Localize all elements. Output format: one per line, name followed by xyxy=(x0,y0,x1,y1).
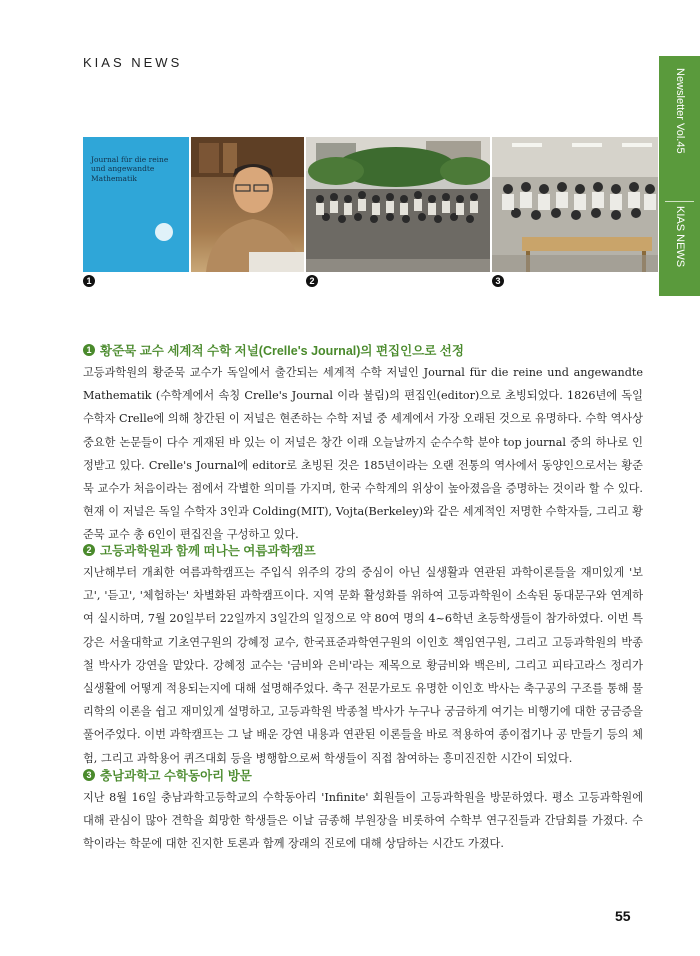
camp-group-image xyxy=(306,137,490,272)
section-number-badge: 1 xyxy=(83,344,95,356)
section-title xyxy=(83,766,643,784)
section-title-text: 충남과학고 수학동아리 방문 xyxy=(100,769,252,783)
section-number-badge: 3 xyxy=(83,769,95,781)
math-club-image xyxy=(492,137,658,272)
article-section-1 xyxy=(83,341,643,547)
section-title-text: 황준묵 교수 세계적 수학 저널(Crelle's Journal)의 편집인으로 선정 xyxy=(100,344,464,358)
photo-marker-2: 2 xyxy=(306,275,318,287)
section-number-badge: 2 xyxy=(83,544,95,556)
side-tab-section: KIAS NEWS xyxy=(673,206,686,268)
section-title xyxy=(83,341,643,359)
side-tab-divider xyxy=(665,201,694,202)
professor-portrait xyxy=(191,137,304,272)
page-header: KIAS NEWS xyxy=(83,55,183,70)
photo-marker-1: 1 xyxy=(83,275,95,287)
photo-science-camp-group xyxy=(306,137,490,272)
section-body: 지난 8월 16일 충남과학고등학교의 수학동아리 'Infinite' 회원들이 고등과학원을 방문하였다. 평소 고등과학원에 대해 관심이 많아 견학을 희망한 학생들은 이날 금종해 부원장을 비롯하여 수학부 연구진들과 간담회를 가졌다. 수학이라는 학문에 대한 진지한 토론과 함께 장래의 진로에 대해 상담하는 시간도 가졌다. xyxy=(83,791,643,851)
section-body: 지난해부터 개최한 여름과학캠프는 주입식 위주의 강의 중심이 아닌 실생활과 연관된 과학이론들을 재미있게 '보고', '듣고', '체험하는' 차별화된 과학캠프이다. 지역 문화 활성화를 위하여 고등과학원이 소속된 동대문구와 연계하여 실시하며, 7월 20일부터 22일까지 3일간의 일정으로 약 80여 명의 4~6학년 초등학생들이 참가하였다. 이번 특강은 서울대학교 기초연구원의 강혜정 교수, 한국표준과학연구원의 이인호 책임연구원, 그리고 고등과학원의 박종철 박사가 강연을 맡았다. 강혜정 교수는 '금비와 은비'라는 제목으로 황금비와 백은비, 그리고 피타고라스 정리가 실생활에 어떻게 적용되는지에 대해 설명해주었다. 축구 전문가로도 유명한 이인호 박사는 축구공의 구조를 통해 물리학의 이론을 쉽고 재미있게 설명하고, 고등과학원 박종철 박사가 누구나 궁금하게 여기는 비행기에 대한 궁금증을 풀어주었다. 이번 과학캠프는 그 날 배운 강연 내용과 연관된 이론들을 바로 적용하여 종이접기나 공 만들기 등의 체험, 그리고 과학용어 퀴즈대회 등을 병행함으로써 학생들이 직접 참여하는 흥미진진한 시간이 되었다. xyxy=(83,566,643,765)
journal-cover xyxy=(83,137,189,272)
page-number: 55 xyxy=(615,908,631,924)
portrait-figure xyxy=(191,137,304,272)
photo-strip xyxy=(83,137,658,272)
section-body: 고등과학원의 황준묵 교수가 독일에서 출간되는 세계적 수학 저널인 Journal für die reine und angewandte Mathematik (수학계에서 속칭 Crelle's Journal 이라 불림)의 편집인(editor)으로 초빙되었다. 1826년에 독일 수학자 Crelle에 의해 창간된 이 저널은 현존하는 수학 저널 중 세계에서 가장 오래된 것으로 유명하다. 수학 역사상 중요한 논문들이 다수 게재된 바 있는 이 저널은 창간 이래 오늘날까지 순수수학 분야 top journal 중의 하나로 인정받고 있다. Crelle's Journal에 editor로 초빙된 것은 185년이라는 오랜 전통의 역사에서 동양인으로서는 황준묵 교수가 처음이라는 점에서 각별한 의미를 가지며, 한국 수학계의 위상이 높아졌음을 증명하는 것이라 할 수 있다. 현재 이 저널은 독일 수학자 3인과 Colding(MIT), Vojta(Berkeley)와 같은 세계적인 저명한 수학자들, 그리고 황준묵 교수 총 6인이 편집진을 구성하고 있다. xyxy=(83,366,643,542)
photo-math-club-visit xyxy=(492,137,658,272)
journal-cover-title: Journal für die reine und angewandte Mathematik xyxy=(91,155,169,183)
side-tab-volume: Newsletter Vol.45 xyxy=(673,68,686,154)
journal-cover-seal xyxy=(155,223,173,241)
section-title-text: 고등과학원과 함께 떠나는 여름과학캠프 xyxy=(100,544,316,558)
photo-marker-3: 3 xyxy=(492,275,504,287)
side-tab xyxy=(659,56,700,296)
article-section-3 xyxy=(83,766,643,856)
section-title xyxy=(83,541,643,559)
article-section-2 xyxy=(83,541,643,770)
photo-journal-and-professor xyxy=(83,137,304,272)
